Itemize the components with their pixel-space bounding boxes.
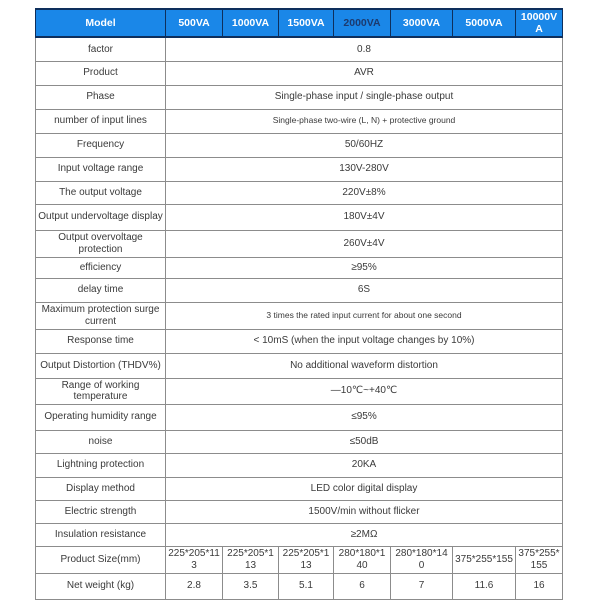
spec-label: Maximum protection surge current <box>36 302 166 329</box>
spec-value: 6S <box>166 278 563 302</box>
column-header-5000va: 5000VA <box>453 9 516 37</box>
spec-row-lightning-protection <box>36 453 563 477</box>
spec-value: 260V±4V <box>166 230 563 257</box>
spec-label: noise <box>36 430 166 453</box>
spec-label: factor <box>36 37 166 61</box>
spec-value: Single-phase input / single-phase output <box>166 85 563 109</box>
spec-label: Product <box>36 61 166 85</box>
spec-value: 50/60HZ <box>166 133 563 157</box>
spec-row-undervoltage-display <box>36 204 563 230</box>
spec-label: Lightning protection <box>36 453 166 477</box>
spec-label: Frequency <box>36 133 166 157</box>
spec-value: ≥95% <box>166 257 563 278</box>
weight-value-10000va: 16 <box>516 573 563 599</box>
spec-row-delay-time <box>36 278 563 302</box>
spec-row-frequency <box>36 133 563 157</box>
spec-value: < 10mS (when the input voltage changes by 10%) <box>166 329 563 353</box>
spec-label: Insulation resistance <box>36 523 166 546</box>
spec-label: Product Size(mm) <box>36 546 166 573</box>
spec-label: Operating humidity range <box>36 404 166 430</box>
spec-value: 180V±4V <box>166 204 563 230</box>
column-header-1500va: 1500VA <box>279 9 334 37</box>
spec-row-output-distortion <box>36 353 563 378</box>
spec-value: ≤50dB <box>166 430 563 453</box>
weight-value-3000va: 7 <box>391 573 453 599</box>
spec-label: number of input lines <box>36 109 166 133</box>
spec-row-phase <box>36 85 563 109</box>
spec-label: Net weight (kg) <box>36 573 166 599</box>
weight-value-500va: 2.8 <box>166 573 223 599</box>
spec-value: 0.8 <box>166 37 563 61</box>
spec-value: LED color digital display <box>166 477 563 500</box>
spec-label: Electric strength <box>36 500 166 523</box>
spec-value: AVR <box>166 61 563 85</box>
spec-label: efficiency <box>36 257 166 278</box>
spec-row-output-voltage <box>36 181 563 204</box>
spec-row-insulation-resistance <box>36 523 563 546</box>
spec-row-input-voltage-range <box>36 157 563 181</box>
spec-label: Phase <box>36 85 166 109</box>
column-header-3000va: 3000VA <box>391 9 453 37</box>
spec-label: delay time <box>36 278 166 302</box>
spec-row-efficiency <box>36 257 563 278</box>
spec-row-electric-strength <box>36 500 563 523</box>
size-value-2000va: 280*180*140 <box>334 546 391 573</box>
spec-value: 1500V/min without flicker <box>166 500 563 523</box>
column-header-2000va: 2000VA <box>334 9 391 37</box>
size-value-5000va: 375*255*155 <box>453 546 516 573</box>
size-value-500va: 225*205*113 <box>166 546 223 573</box>
size-value-1000va: 225*205*113 <box>223 546 279 573</box>
size-value-10000va: 375*255*155 <box>516 546 563 573</box>
size-value-3000va: 280*180*140 <box>391 546 453 573</box>
spec-value: 130V-280V <box>166 157 563 181</box>
spec-value: 3 times the rated input current for about one second <box>166 302 563 329</box>
spec-value: 220V±8% <box>166 181 563 204</box>
column-header-10000va: 10000VA <box>516 9 563 37</box>
weight-value-2000va: 6 <box>334 573 391 599</box>
spec-row-working-temperature <box>36 378 563 404</box>
spec-value: —10℃~+40℃ <box>166 378 563 404</box>
spec-row-input-lines <box>36 109 563 133</box>
spec-row-display-method <box>36 477 563 500</box>
spec-row-factor <box>36 37 563 61</box>
spec-row-response-time <box>36 329 563 353</box>
model-header-cell: Model <box>36 9 166 37</box>
spec-label: The output voltage <box>36 181 166 204</box>
spec-row-product <box>36 61 563 85</box>
size-value-1500va: 225*205*113 <box>279 546 334 573</box>
column-header-1000va: 1000VA <box>223 9 279 37</box>
spec-row-overvoltage-protection <box>36 230 563 257</box>
column-header-500va: 500VA <box>166 9 223 37</box>
spec-row-humidity-range <box>36 404 563 430</box>
header-row <box>36 9 563 37</box>
spec-label: Input voltage range <box>36 157 166 181</box>
spec-value: ≥2MΩ <box>166 523 563 546</box>
spec-value: ≤95% <box>166 404 563 430</box>
spec-table <box>35 8 563 600</box>
spec-row-surge-current <box>36 302 563 329</box>
spec-label: Output Distortion (THDV%) <box>36 353 166 378</box>
spec-row-net-weight <box>36 573 563 599</box>
spec-label: Output overvoltage protection <box>36 230 166 257</box>
spec-row-product-size <box>36 546 563 573</box>
spec-value: No additional waveform distortion <box>166 353 563 378</box>
weight-value-1500va: 5.1 <box>279 573 334 599</box>
spec-value: 20KA <box>166 453 563 477</box>
spec-row-noise <box>36 430 563 453</box>
spec-value: Single-phase two-wire (L, N) + protective ground <box>166 109 563 133</box>
spec-label: Range of working temperature <box>36 378 166 404</box>
weight-value-1000va: 3.5 <box>223 573 279 599</box>
weight-value-5000va: 11.6 <box>453 573 516 599</box>
spec-label: Display method <box>36 477 166 500</box>
spec-label: Response time <box>36 329 166 353</box>
spec-label: Output undervoltage display <box>36 204 166 230</box>
